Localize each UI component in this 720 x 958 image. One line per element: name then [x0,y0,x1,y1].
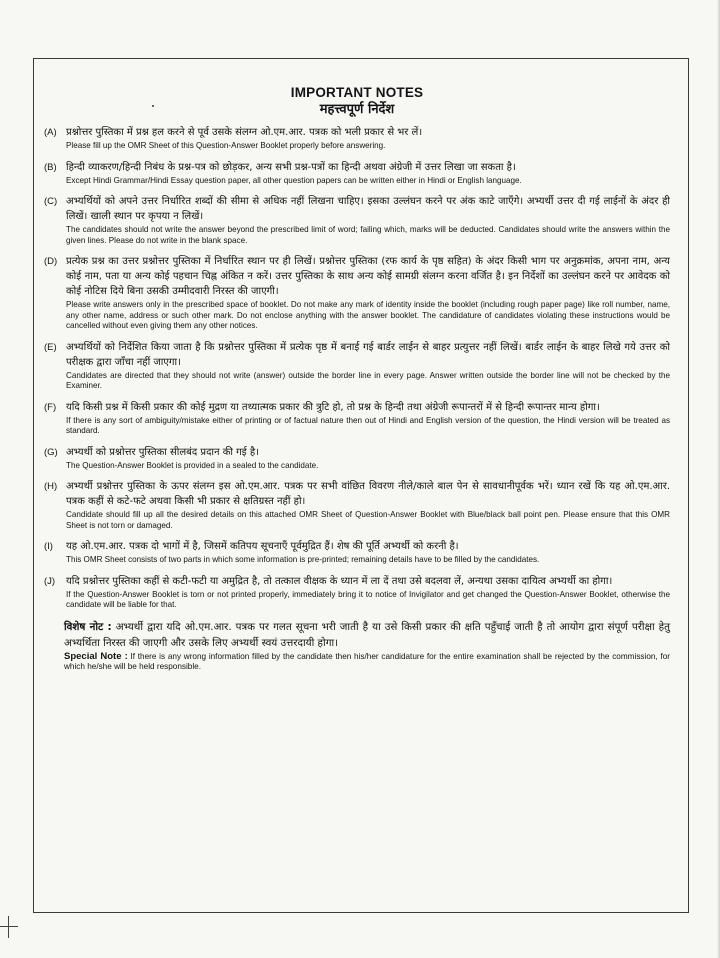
note-hindi-text: अभ्यर्थियों को निर्देशित किया जाता है कि प्रश्नोत्तर पुस्तिका में प्रत्येक पृष्ठ में बनाई गई बार्डर लाईन से बाहर प्रत्युत्तर नहीं लिखें। बार्डर लाईन के बाहर लिखे गये उत्तर को परीक्षक द्वारा जाँचा नहीं जाएगा। [66,341,670,368]
note-english-text: Except Hindi Grammar/Hindi Essay question paper, all other question papers can be written either in Hindi or English language. [66,175,522,185]
note-hindi-text: यदि किसी प्रश्न में किसी प्रकार की कोई मुद्रण या तथ्यात्मक प्रकार की त्रुटि हो, तो प्रश्न के हिन्दी तथा अंग्रेजी रूपान्तरों में से हिन्दी रूपान्तर मान्य होगा। [66,401,600,413]
note-label: (I) [44,541,53,552]
note-english-text: Candidate should fill up all the desired details on this attached OMR Sheet of Question-Answer Booklet with Blue/black ball point pen. Please ensure that this OMR Sheet is not torn or damaged. [66,510,670,530]
note-hindi-text: यदि प्रश्नोत्तर पुस्तिका कहीं से कटी-फटी या अमुद्रित है, तो तत्काल वीक्षक के ध्यान में ला दें तथा उसे बदलवा लें, अन्यथा उसका दायित्व अभ्यर्थी का होगा। [66,575,613,587]
note-hindi-text: अभ्यर्थियों को अपने उत्तर निर्धारित शब्दों की सीमा से अधिक नहीं लिखना चाहिए। इसका उल्लंघन करने पर अंक काटे जाएँगे। अभ्यर्थी उत्तर दी गई लाईनों के अंदर ही लिखें। खाली स्थान पर कृपया न लिखें। [66,196,670,222]
note-hindi-text: प्रश्नोत्तर पुस्तिका में प्रश्न हल करने से पूर्व उसके संलग्न ओ.एम.आर. पत्रक को भली प्रकार से भर लें। [66,127,423,138]
note-hindi-text: अभ्यर्थी प्रश्नोत्तर पुस्तिका के ऊपर संलग्न इस ओ.एम.आर. पत्रक पर सभी वांछित विवरण नीले/काले बाल पेन से सावधानीपूर्वक भरें। ध्यान रखें कि यह ओ.एम.आर. पत्रक कहीं से कटे-फटे अथवा किसी भी प्रकार से क्षतिग्रस्त नहीं हो। [66,481,670,507]
note-h [44,479,670,531]
note-english-text: If there is any sort of ambiguity/mistake either of printing or of factual nature then out of Hindi and English version of the question, the Hindi version will be treated as standard. [66,415,670,435]
note-label: (D) [44,256,58,267]
stray-mark [152,105,154,107]
special-note-english [64,652,670,673]
special-note-english-text: If there is any wrong information filled by the candidate then his/her candidature for the entire examination shall be rejected by the commission, for which he/she will be held responsible. [64,651,670,672]
note-e [44,340,670,392]
note-a [44,125,670,152]
note-hindi-text: हिन्दी व्याकरण/हिन्दी निबंध के प्रश्न-पत्र को छोड़कर, अन्य सभी प्रश्न-पत्रों का हिन्दी अथवा अंग्रेजी में उत्तर लिखा जा सकता है। [66,161,516,173]
note-english-text: This OMR Sheet consists of two parts in which some information is pre-printed; remaining details have to be filled by the candidates. [66,555,540,564]
special-note-english-lead: Special Note : [64,650,128,662]
note-b [44,160,670,187]
note-hindi-text: अभ्यर्थी को प्रश्नोत्तर पुस्तिका सीलबंद प्रदान की गई है। [66,446,259,458]
title-hindi: महत्त्वपूर्ण निर्देश [319,102,395,117]
special-note-hindi-text: अभ्यर्थी द्वारा यदि ओ.एम.आर. पत्रक पर गलत सूचना भरी जाती है या उसे किसी प्रकार की क्षति पहुँचाई जाती है तो आयोग द्वारा संपूर्ण परीक्षा हेतु अभ्यर्थिता निरस्त की जाएगी और उसके लिए अभ्यर्थी स्वयं उत्तरदायी होगा। [64,620,670,649]
note-hindi-text: प्रत्येक प्रश्न का उत्तर प्रश्नोत्तर पुस्तिका में निर्धारित स्थान पर ही लिखें। प्रश्नोत्तर पुस्तिका (रफ कार्य के पृष्ठ सहित) के अंदर किसी भाग पर अनुक्रमांक, अपना नाम, अन्य कोई नाम, पता या अन्य कोई पहचान चिह्न अंकित न करें। उत्तर पुस्तिका के साथ अन्य कोई सामग्री संलग्न करना वर्जित है। इन निर्देशों का उल्लंघन करने पर आवेदक को कोई नोटिस दिये बिना उसकी उम्मीदवारी निरस्त की जाएगी। [66,256,670,297]
special-note [44,619,670,673]
note-english-text: Candidates are directed that they should not write (answer) outside the border line in every page. Answer written outside the border line will not be checked by the Examiner. [66,370,670,390]
note-english-text: Please write answers only in the prescribed space of booklet. Do not make any mark of identity inside the booklet (including rough paper page) like roll number, name, any other name, address or such other mark. Do not enclose anything with the answer booklet. The candidature of candidates violating these instructions would be cancelled without even giving them any other notices. [66,300,670,330]
title-english: IMPORTANT NOTES [290,85,424,100]
note-label: (A) [44,127,57,138]
note-i [44,539,670,566]
note-english-text: The Question-Answer Booklet is provided in a sealed to the candidate. [66,460,319,470]
note-f [44,400,670,437]
note-j [44,574,670,611]
special-note-hindi-lead: विशेष नोट : [64,620,112,633]
note-hindi-text: यह ओ.एम.आर. पत्रक दो भागों में है, जिसमें कतिपय सूचनाएँ पूर्वमुद्रित हैं। शेष की पूर्ति अभ्यर्थी को करनी है। [66,541,459,552]
note-english-text: The candidates should not write the answer beyond the prescribed limit of word; failing which, marks will be deducted. Candidates should write the answers within the given lines. Please do not write in the blank space. [66,225,670,245]
notes-frame [33,58,689,913]
note-english-text: Please fill up the OMR Sheet of this Question-Answer Booklet properly before answering. [66,141,386,150]
crop-mark-icon [0,916,22,938]
note-label: (C) [44,196,58,207]
notes-heading [44,85,670,119]
note-label: (E) [44,341,57,353]
note-english-text: If the Question-Answer Booklet is torn or not printed properly, immediately bring it to notice of Invigilator and get changed the Question-Answer Booklet, otherwise the candidate will be liable for that. [66,589,670,609]
note-label: (H) [44,481,58,492]
note-label: (B) [44,161,57,173]
note-label: (J) [44,575,56,587]
special-note-hindi [64,619,670,651]
note-label: (F) [44,401,57,413]
note-label: (G) [44,446,58,458]
notes-list [44,125,670,611]
note-d [44,254,670,332]
note-c [44,194,670,246]
note-g [44,445,670,472]
